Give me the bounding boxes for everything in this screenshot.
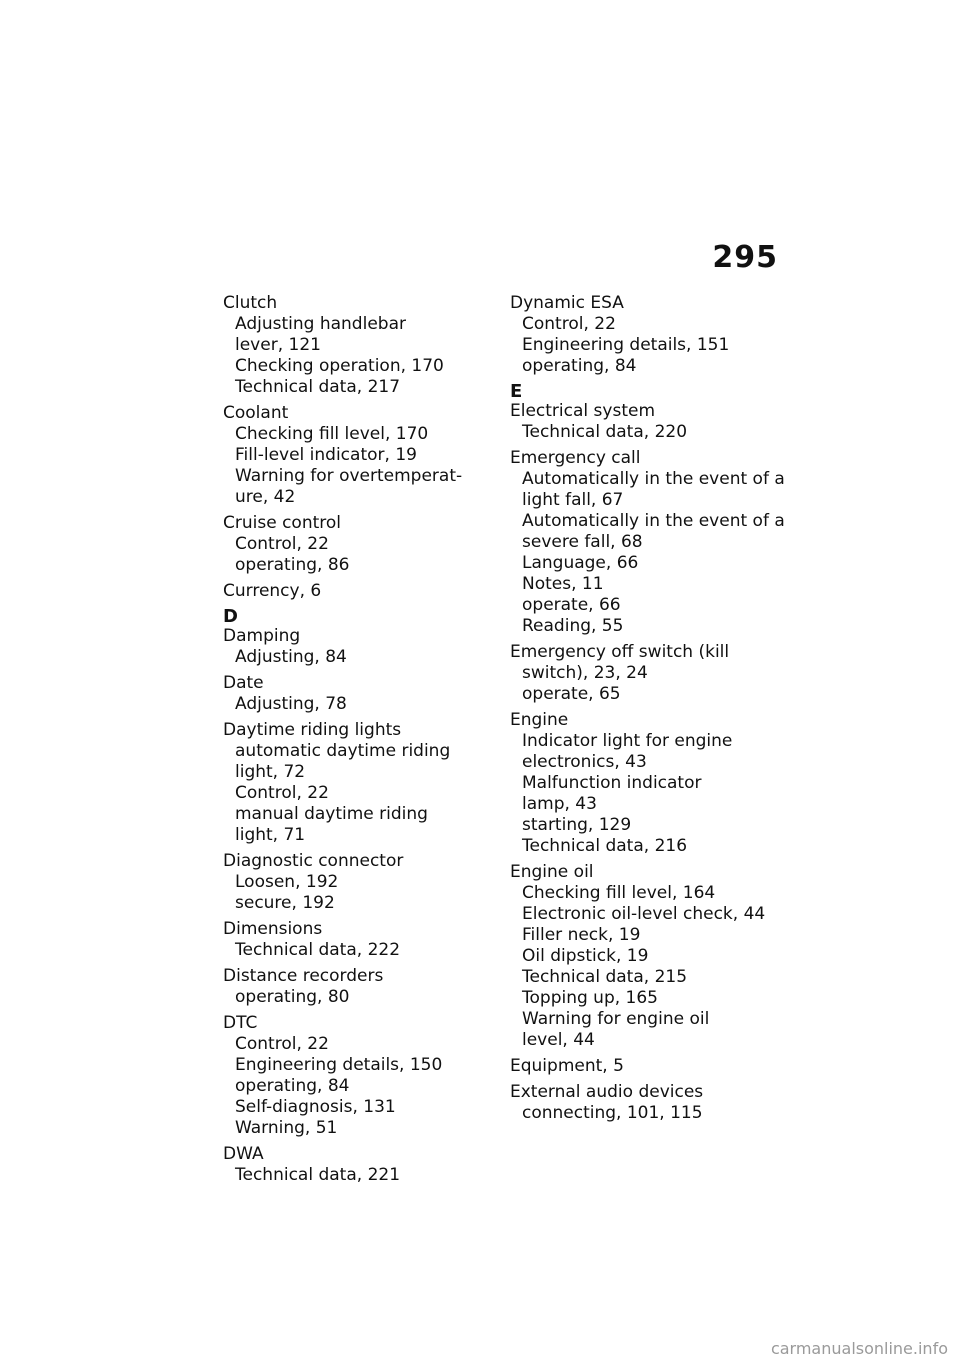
index-subentry: operating, 80 <box>235 987 350 1007</box>
index-subentry: Technical data, 222 <box>235 940 401 960</box>
index-entry-heading: Dimensions <box>223 919 323 939</box>
index-entry-heading: Currency, 6 <box>223 581 322 601</box>
index-entry <box>510 293 790 377</box>
index-subentry: Control, 22 <box>235 783 329 803</box>
index-subentry: operate, 65 <box>522 684 621 704</box>
index-subentry: Self-diagnosis, 131 <box>235 1097 396 1117</box>
footer-watermark[interactable]: carmanualsonline.info <box>770 1339 948 1358</box>
index-subentry: Control, 22 <box>235 1034 329 1054</box>
index-section-letter: D <box>223 606 238 627</box>
index-subentry: light, 71 <box>235 825 306 845</box>
index-subentry: operating, 84 <box>522 356 637 376</box>
index-subentry: severe fall, 68 <box>522 532 643 552</box>
index-entry-heading: Coolant <box>223 403 289 423</box>
index-entry-heading: Distance recorders <box>223 966 384 986</box>
index-subentry: switch), 23, 24 <box>522 663 648 683</box>
index-subentry: Checking fill level, 170 <box>235 424 429 444</box>
index-entry-heading: Emergency off switch (kill <box>510 642 730 662</box>
index-subentry: Adjusting, 78 <box>235 694 347 714</box>
index-entry <box>223 626 483 668</box>
index-subentry: Engineering details, 151 <box>522 335 730 355</box>
index-entry <box>223 1144 483 1186</box>
index-subentry: light, 72 <box>235 762 306 782</box>
index-entry-heading: Diagnostic connector <box>223 851 404 871</box>
index-subentry: secure, 192 <box>235 893 335 913</box>
index-entry-heading: Equipment, 5 <box>510 1056 624 1076</box>
index-subentry: ure, 42 <box>235 487 296 507</box>
index-subentry: manual daytime riding <box>235 804 428 824</box>
index-column-right <box>510 293 790 1129</box>
index-entry-heading: Engine <box>510 710 569 730</box>
index-entry <box>510 401 790 443</box>
index-entry-heading: Dynamic ESA <box>510 293 624 313</box>
index-entry-heading: Cruise control <box>223 513 342 533</box>
index-entry <box>510 710 790 857</box>
index-subentry: Warning, 51 <box>235 1118 338 1138</box>
index-subentry: Control, 22 <box>522 314 616 334</box>
index-subentry: light fall, 67 <box>522 490 624 510</box>
index-subentry: Topping up, 165 <box>522 988 658 1008</box>
index-subentry: Indicator light for engine <box>522 731 733 751</box>
index-subentry: lever, 121 <box>235 335 321 355</box>
index-entry-heading: External audio devices <box>510 1082 704 1102</box>
index-entry <box>223 919 483 961</box>
index-entry <box>510 862 790 1051</box>
index-subentry: Control, 22 <box>235 534 329 554</box>
index-subentry: Technical data, 220 <box>522 422 688 442</box>
index-entry <box>223 673 483 715</box>
index-subentry: Notes, 11 <box>522 574 604 594</box>
index-subentry: Warning for engine oil <box>522 1009 710 1029</box>
index-entry-heading: Clutch <box>223 293 278 313</box>
index-subentry: Engineering details, 150 <box>235 1055 443 1075</box>
index-subentry: automatic daytime riding <box>235 741 451 761</box>
index-subentry: Warning for overtemperat- <box>235 466 463 486</box>
index-subentry: Reading, 55 <box>522 616 624 636</box>
index-entry <box>223 403 483 508</box>
index-subentry: electronics, 43 <box>522 752 647 772</box>
index-subentry: Filler neck, 19 <box>522 925 641 945</box>
index-subentry: operating, 84 <box>235 1076 350 1096</box>
index-subentry: Malfunction indicator <box>522 773 702 793</box>
index-entry-heading: Damping <box>223 626 301 646</box>
index-subentry: Technical data, 215 <box>522 967 688 987</box>
index-entry-heading: DWA <box>223 1144 264 1164</box>
index-subentry: Checking operation, 170 <box>235 356 444 376</box>
index-subentry: Fill-level indicator, 19 <box>235 445 417 465</box>
index-subentry: Technical data, 216 <box>522 836 688 856</box>
index-entry-heading: Engine oil <box>510 862 594 882</box>
index-subentry: Technical data, 221 <box>235 1165 401 1185</box>
index-subentry: Language, 66 <box>522 553 639 573</box>
index-entry <box>223 851 483 914</box>
index-subentry: Automatically in the event of a <box>522 469 785 489</box>
index-entry-heading: DTC <box>223 1013 258 1033</box>
index-subentry: level, 44 <box>522 1030 595 1050</box>
index-subentry: Loosen, 192 <box>235 872 339 892</box>
index-entry <box>223 966 483 1008</box>
index-entry <box>223 293 483 398</box>
index-entry <box>223 581 483 602</box>
page-number: 295 <box>712 240 778 275</box>
index-subentry: lamp, 43 <box>522 794 597 814</box>
index-entry-heading: Emergency call <box>510 448 641 468</box>
index-entry <box>510 1082 790 1124</box>
index-entry <box>223 513 483 576</box>
index-entry-heading: Electrical system <box>510 401 655 421</box>
index-entry <box>510 642 790 705</box>
index-subentry: Checking fill level, 164 <box>522 883 716 903</box>
index-subentry: starting, 129 <box>522 815 632 835</box>
index-entry <box>223 720 483 846</box>
index-subentry: Automatically in the event of a <box>522 511 785 531</box>
index-entry-heading: Date <box>223 673 264 693</box>
index-entry <box>510 1056 790 1077</box>
index-subentry: Adjusting, 84 <box>235 647 347 667</box>
index-entry <box>510 448 790 637</box>
index-subentry: Adjusting handlebar <box>235 314 406 334</box>
index-entry <box>223 1013 483 1139</box>
index-entry-heading: Daytime riding lights <box>223 720 402 740</box>
index-subentry: Technical data, 217 <box>235 377 401 397</box>
index-subentry: Oil dipstick, 19 <box>522 946 649 966</box>
index-subentry: connecting, 101, 115 <box>522 1103 703 1123</box>
index-subentry: operating, 86 <box>235 555 350 575</box>
index-section-letter: E <box>510 381 523 402</box>
index-subentry: Electronic oil-level check, 44 <box>522 904 766 924</box>
index-column-left <box>223 293 483 1191</box>
index-subentry: operate, 66 <box>522 595 621 615</box>
